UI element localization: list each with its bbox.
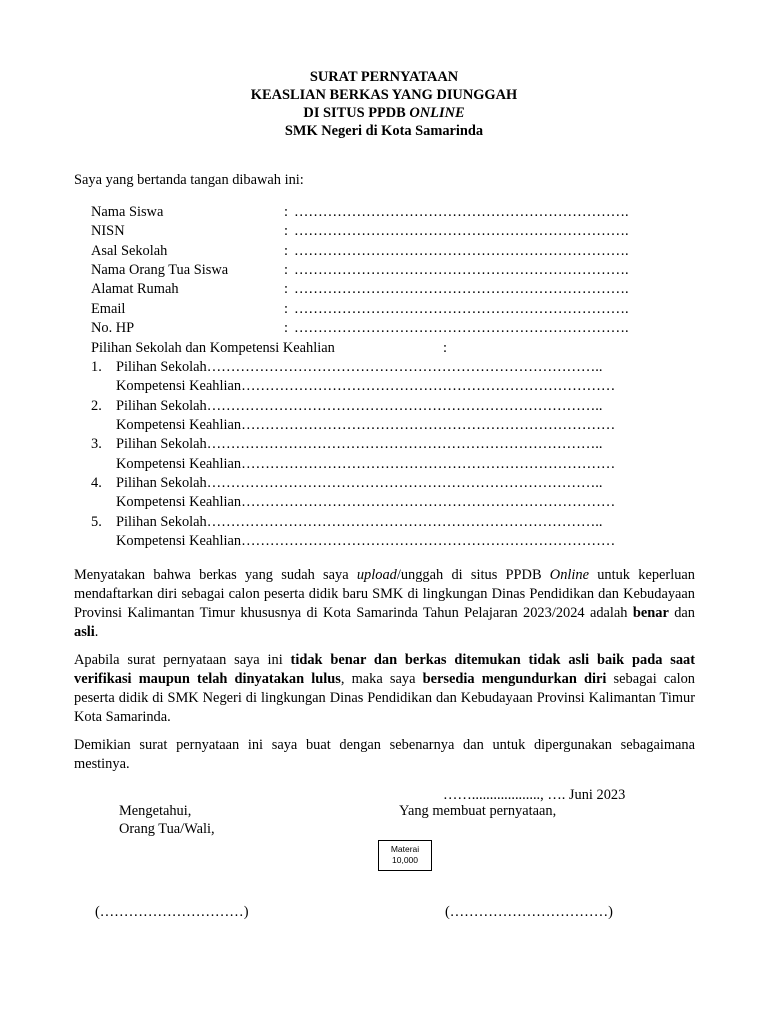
choice-school: Pilihan Sekolah……………………………………………………………………….. xyxy=(116,398,603,414)
choice-school: Pilihan Sekolah……………………………………………………………………….. xyxy=(116,359,603,375)
intro-text: Saya yang bertanda tangan dibawah ini: xyxy=(74,172,304,188)
field-blank: ……………………………………………………………. xyxy=(294,281,629,297)
maker-signature-blank: (……………………………) xyxy=(445,904,613,920)
maker-label: Yang membuat pernyataan, xyxy=(399,803,557,819)
field-blank: ……………………………………………………………. xyxy=(294,204,629,220)
field-label: Asal Sekolah xyxy=(91,243,168,259)
field-colon: : xyxy=(284,281,288,297)
guardian-signature-blank: (…………………………) xyxy=(95,904,249,920)
choice-skill: Kompetensi Keahlian…………………………………………………………………… xyxy=(116,456,616,472)
p2-text: , maka saya xyxy=(340,671,423,687)
choice-number: 1. xyxy=(91,359,102,375)
closing-paragraph: Demikian surat pernyataan ini saya buat dengan sebenarnya dan untuk dipergunakan sebagaimana mestinya. xyxy=(74,737,695,772)
p2-bold: bersedia mengundurkan diri xyxy=(422,671,607,687)
field-label: Nama Orang Tua Siswa xyxy=(91,262,229,278)
choice-school: Pilihan Sekolah……………………………………………………………………….. xyxy=(116,514,603,530)
guardian-label: Orang Tua/Wali, xyxy=(119,821,215,837)
choice-school: Pilihan Sekolah……………………………………………………………………….. xyxy=(116,475,603,491)
stamp-box xyxy=(378,840,432,871)
p1-text: . xyxy=(94,624,99,640)
choice-skill: Kompetensi Keahlian…………………………………………………………………… xyxy=(116,533,616,549)
p2-bold: tidak benar dan berkas ditemukan tidak asli baik pada saat verifikasi maupun telah dinyatakan lulus xyxy=(74,652,696,687)
p1-text: /unggah di situs PPDB xyxy=(396,567,550,583)
subtitle-online: ONLINE xyxy=(409,105,465,121)
field-blank: ……………………………………………………………. xyxy=(294,243,629,259)
stamp-value: 10,000 xyxy=(392,855,418,865)
subtitle-text: DI SITUS PPDB xyxy=(303,105,410,121)
field-colon: : xyxy=(284,262,288,278)
doc-subtitle-online xyxy=(0,104,768,123)
field-blank: ……………………………………………………………. xyxy=(294,262,629,278)
consequence-paragraph xyxy=(74,651,695,727)
p2-text: Apabila surat pernyataan saya ini xyxy=(74,652,291,668)
choice-number: 5. xyxy=(91,514,102,530)
choice-skill: Kompetensi Keahlian…………………………………………………………………… xyxy=(116,378,616,394)
acknowledge-label: Mengetahui, xyxy=(119,803,192,819)
date-line: ……..................., …. Juni 2023 xyxy=(443,787,626,803)
field-blank: ……………………………………………………………. xyxy=(294,301,629,317)
choice-school: Pilihan Sekolah……………………………………………………………………….. xyxy=(116,436,603,452)
p2-text: sebagai calon peserta didik di SMK Negeri di lingkungan Dinas Pendidikan dan Kebudayaan Provinsi Kalimantan Timur Kota Samarinda. xyxy=(74,671,695,725)
stamp-label: Materai xyxy=(390,844,420,854)
field-colon: : xyxy=(284,301,288,317)
field-label: Alamat Rumah xyxy=(91,281,179,297)
statement-paragraph xyxy=(74,566,695,642)
choices-heading-label: Pilihan Sekolah dan Kompetensi Keahlian xyxy=(91,340,335,356)
p1-text: Menyatakan bahwa berkas yang sudah saya xyxy=(74,567,357,583)
choice-skill: Kompetensi Keahlian…………………………………………………………………… xyxy=(116,494,616,510)
doc-subtitle: KEASLIAN BERKAS YANG DIUNGGAH xyxy=(250,87,518,103)
doc-title: SURAT PERNYATAAN xyxy=(309,69,459,85)
field-label: No. HP xyxy=(91,320,135,336)
p1-benar: benar xyxy=(632,605,669,621)
p1-asli: asli xyxy=(74,624,95,640)
p1-online: Online xyxy=(549,567,589,583)
field-label: NISN xyxy=(91,223,125,239)
choice-skill: Kompetensi Keahlian…………………………………………………………………… xyxy=(116,417,616,433)
field-colon: : xyxy=(284,320,288,336)
choice-number: 3. xyxy=(91,436,102,452)
choices-heading-colon: : xyxy=(443,340,447,356)
field-label: Email xyxy=(91,301,126,317)
doc-school: SMK Negeri di Kota Samarinda xyxy=(284,123,484,139)
field-blank: ……………………………………………………………. xyxy=(294,320,629,336)
field-colon: : xyxy=(284,243,288,259)
p1-text: untuk keperluan mendaftarkan diri sebagai calon peserta didik baru SMK di lingkungan Dinas Pendidikan dan Kebudayaan Provinsi Kalimantan Timur khususnya di Kota Samarinda Tahun Pelajaran 2023/2024 adalah xyxy=(74,567,695,621)
choice-number: 2. xyxy=(91,398,102,414)
choice-number: 4. xyxy=(91,475,102,491)
field-colon: : xyxy=(284,223,288,239)
field-blank: ……………………………………………………………. xyxy=(294,223,629,239)
p1-text: dan xyxy=(668,605,695,621)
field-label: Nama Siswa xyxy=(91,204,164,220)
p1-upload: upload xyxy=(356,567,397,583)
field-colon: : xyxy=(284,204,288,220)
